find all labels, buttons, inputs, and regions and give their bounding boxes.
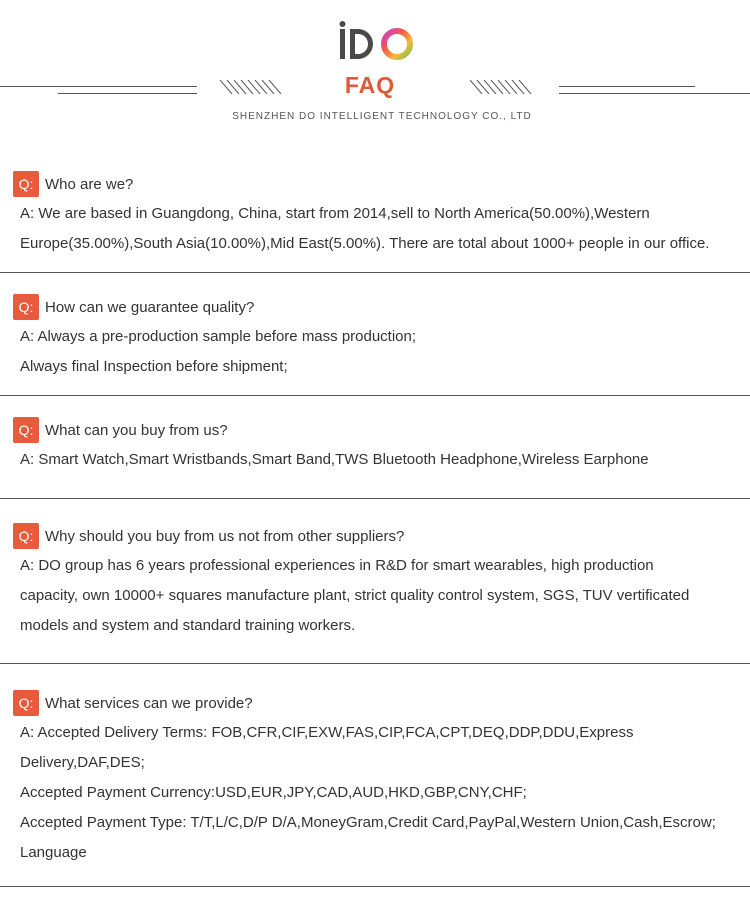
q-badge: Q: xyxy=(13,690,39,716)
question-row xyxy=(13,690,253,716)
question-row xyxy=(13,294,254,320)
section-divider xyxy=(0,272,750,273)
answer-line: Accepted Payment Type: T/T,L/C,D/P D/A,MoneyGram,Credit Card,PayPal,Western Union,Cash,Escrow; xyxy=(20,814,716,831)
question-text: What services can we provide? xyxy=(45,694,253,712)
section-divider xyxy=(0,663,750,664)
question-text: How can we guarantee quality? xyxy=(45,298,255,316)
question-row xyxy=(13,523,404,549)
q-badge: Q: xyxy=(13,294,39,320)
answer-line: models and system and standard training workers. xyxy=(20,617,356,634)
do-logo xyxy=(338,20,418,64)
section-divider xyxy=(0,886,750,887)
q-badge: Q: xyxy=(13,523,39,549)
answer-line: Accepted Payment Currency:USD,EUR,JPY,CAD,AUD,HKD,GBP,CNY,CHF; xyxy=(20,784,527,801)
q-badge: Q: xyxy=(13,171,39,197)
section-divider xyxy=(0,395,750,396)
question-row xyxy=(13,417,228,443)
answer-line: A: Smart Watch,Smart Wristbands,Smart Band,TWS Bluetooth Headphone,Wireless Earphone xyxy=(20,451,649,468)
company-name: SHENZHEN DO INTELLIGENT TECHNOLOGY CO., LTD xyxy=(232,111,532,122)
answer-line: Europe(35.00%),South Asia(10.00%),Mid East(5.00%). There are total about 1000+ people in our office. xyxy=(20,235,710,252)
answer-line: capacity, own 10000+ squares manufacture plant, strict quality control system, SGS, TUV vertificated xyxy=(20,587,690,604)
question-text: What can you buy from us? xyxy=(45,421,228,439)
answer-line: Delivery,DAF,DES; xyxy=(20,754,145,771)
answer-line: A: We are based in Guangdong, China, start from 2014,sell to North America(50.00%),Western xyxy=(20,205,650,222)
faq-title: FAQ xyxy=(344,72,396,98)
answer-line: A: Always a pre-production sample before mass production; xyxy=(20,328,417,345)
question-text: Why should you buy from us not from other suppliers? xyxy=(45,527,405,545)
question-text: Who are we? xyxy=(45,175,134,193)
answer-line: Always final Inspection before shipment; xyxy=(20,358,288,375)
answer-line: A: DO group has 6 years professional experiences in R&D for smart wearables, high production xyxy=(20,557,654,574)
answer-line: Language xyxy=(20,844,87,861)
q-badge: Q: xyxy=(13,417,39,443)
answer-line: A: Accepted Delivery Terms: FOB,CFR,CIF,EXW,FAS,CIP,FCA,CPT,DEQ,DDP,DDU,Express xyxy=(20,724,634,741)
question-row xyxy=(13,171,133,197)
section-divider xyxy=(0,498,750,499)
